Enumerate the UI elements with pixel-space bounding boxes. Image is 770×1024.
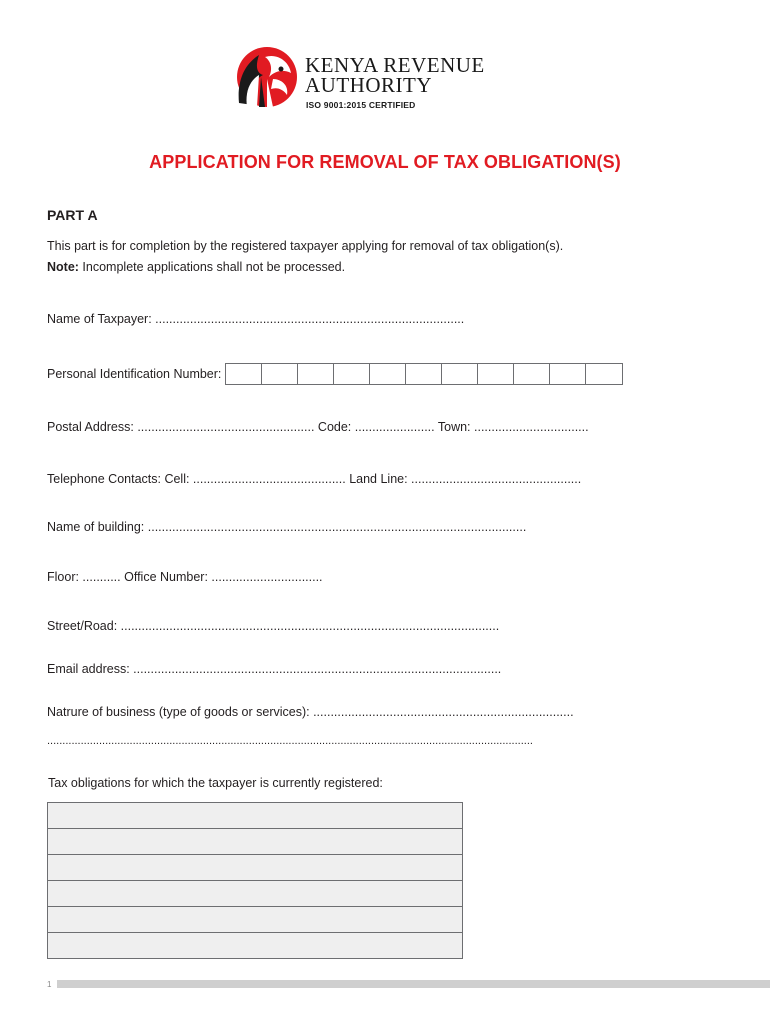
business-nature-continuation[interactable]: ...............................................................................................................................................................	[47, 735, 533, 747]
pin-digit-box[interactable]	[334, 364, 370, 384]
pin-digit-box[interactable]	[262, 364, 298, 384]
pin-digit-box[interactable]	[370, 364, 406, 384]
note-line	[47, 257, 563, 278]
pin-digit-box[interactable]	[550, 364, 586, 384]
building-field[interactable]: Name of building: .............................................................................................................	[47, 520, 527, 534]
obligation-cell[interactable]	[48, 881, 463, 907]
pin-digit-box[interactable]	[442, 364, 478, 384]
telephone-field[interactable]: Telephone Contacts: Cell: ............................................ Land Line: .................................................	[47, 472, 582, 486]
obligations-label: Tax obligations for which the taxpayer is currently registered:	[48, 776, 383, 790]
business-nature-field[interactable]: Natrure of business (type of goods or services): ...........................................................................	[47, 705, 574, 719]
iso-certification: ISO 9001:2015 CERTIFIED	[306, 100, 416, 110]
table-row	[48, 907, 463, 933]
table-row	[48, 881, 463, 907]
obligation-cell[interactable]	[48, 933, 463, 959]
pin-field	[47, 362, 623, 386]
intro-text: This part is for completion by the registered taxpayer applying for removal of tax obligation(s).	[47, 239, 564, 253]
postal-address-field[interactable]: Postal Address: ................................................... Code: ....................... Town: .................................	[47, 420, 589, 434]
table-row	[48, 803, 463, 829]
pin-boxes	[225, 363, 623, 385]
part-heading: PART A	[47, 207, 98, 223]
footer-bar	[57, 980, 770, 988]
table-row	[48, 855, 463, 881]
obligation-cell[interactable]	[48, 829, 463, 855]
pin-digit-box[interactable]	[298, 364, 334, 384]
floor-office-field[interactable]: Floor: ........... Office Number: ................................	[47, 570, 323, 584]
email-field[interactable]: Email address: ..........................................................................................................	[47, 662, 502, 676]
pin-digit-box[interactable]	[586, 364, 622, 384]
pin-digit-box[interactable]	[226, 364, 262, 384]
org-name-line1: KENYA REVENUE	[305, 53, 485, 77]
taxpayer-name-field[interactable]: Name of Taxpayer: .........................................................................................	[47, 312, 465, 326]
note-label: Note:	[47, 260, 79, 274]
lion-emblem-icon	[229, 43, 301, 115]
org-name	[305, 55, 485, 95]
street-field[interactable]: Street/Road: .............................................................................................................	[47, 619, 500, 633]
table-row	[48, 933, 463, 959]
pin-digit-box[interactable]	[406, 364, 442, 384]
intro-block	[47, 236, 563, 278]
pin-digit-box[interactable]	[478, 364, 514, 384]
note-text: Incomplete applications shall not be processed.	[78, 260, 346, 274]
org-name-line2: AUTHORITY	[305, 73, 432, 97]
kra-logo	[229, 43, 519, 115]
pin-label: Personal Identification Number:	[47, 367, 222, 381]
page-number: 1	[47, 980, 52, 989]
obligation-cell[interactable]	[48, 907, 463, 933]
obligation-cell[interactable]	[48, 803, 463, 829]
pin-digit-box[interactable]	[514, 364, 550, 384]
form-title: APPLICATION FOR REMOVAL OF TAX OBLIGATION(S)	[149, 152, 621, 172]
obligation-cell[interactable]	[48, 855, 463, 881]
table-row	[48, 829, 463, 855]
obligations-table	[47, 802, 463, 959]
